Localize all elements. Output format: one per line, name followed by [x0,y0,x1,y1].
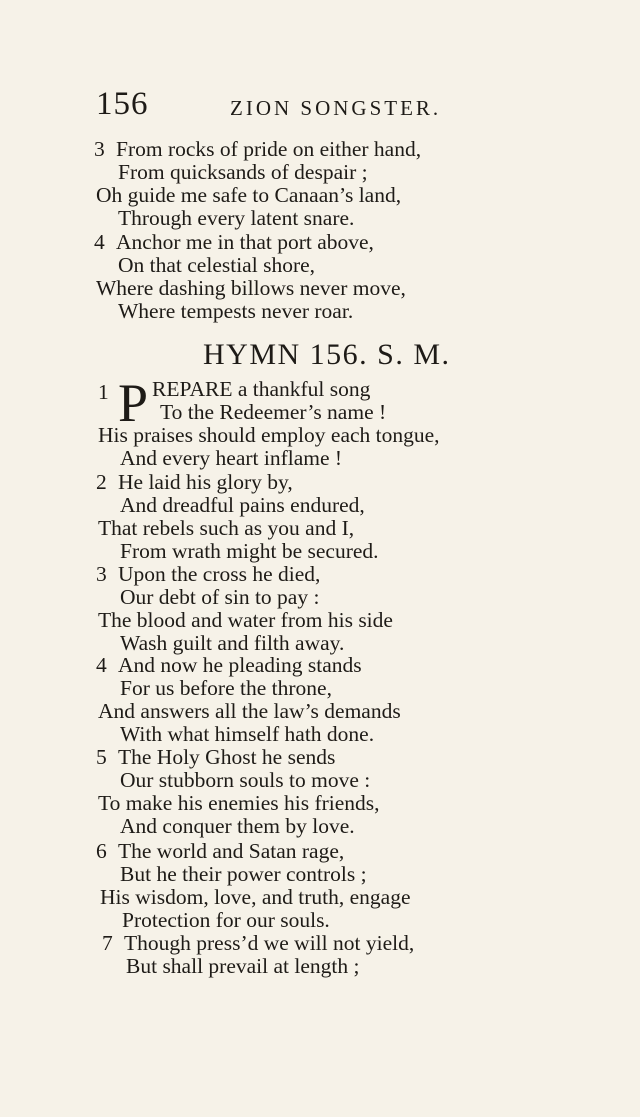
page-number: 156 [96,86,149,122]
stanza-number: 4 [96,653,107,677]
stanza-line-text: He laid his glory by, [118,470,293,494]
stanza-line-text: The Holy Ghost he sends [118,745,336,769]
running-title: ZION SONGSTER. [230,96,442,120]
stanza-line: To make his enemies his friends, [98,791,380,815]
stanza-line: Where dashing billows never move, [96,276,406,300]
stanza-line: With what himself hath done. [120,722,375,746]
stanza-line: The blood and water from his side [98,608,393,632]
stanza-line-text: Upon the cross he died, [118,562,321,586]
stanza-line: To the Redeemer’s name ! [160,400,387,424]
stanza-line: REPARE a thankful song [152,377,371,401]
stanza-line: Through every latent snare. [118,206,355,230]
stanza-line [102,932,414,955]
stanza-line [94,231,374,254]
stanza-number: 4 [94,230,105,254]
stanza-number: 3 [94,137,105,161]
stanza-number: 2 [96,470,107,494]
stanza-line-text: Though press’d we will not yield, [124,931,415,955]
stanza-number: 6 [96,839,107,863]
stanza-number: 3 [96,562,107,586]
stanza-line: But he their power controls ; [120,862,367,886]
stanza-line: From quicksands of despair ; [118,160,368,184]
stanza-number: 7 [102,931,113,955]
stanza-line-text: And now he pleading stands [118,653,362,677]
drop-cap: P [118,373,149,433]
stanza-line: Our debt of sin to pay : [120,585,320,609]
stanza-line: On that celestial shore, [118,253,316,277]
stanza-line: Where tempests never roar. [118,299,354,323]
stanza-line: And every heart inflame ! [120,446,343,470]
stanza-line: His praises should employ each tongue, [98,423,440,447]
stanza-line: Oh guide me safe to Canaan’s land, [96,183,402,207]
stanza-line [96,654,362,677]
stanza-line: And dreadful pains endured, [120,493,365,517]
stanza-line-text: The world and Satan rage, [118,839,345,863]
hymn-title: HYMN 156. S. M. [203,338,451,371]
stanza-line: Protection for our souls. [122,908,330,932]
stanza-line: His wisdom, love, and truth, engage [100,885,411,909]
stanza-number: 5 [96,745,107,769]
stanza-line [94,138,421,161]
stanza-line [96,563,320,586]
stanza-line: That rebels such as you and I, [98,516,355,540]
page-header [96,86,496,126]
stanza-line-text: Anchor me in that port above, [116,230,374,254]
stanza-line: From wrath might be secured. [120,539,379,563]
stanza-line: But shall prevail at length ; [126,954,360,978]
stanza-line: And answers all the law’s demands [98,699,401,723]
stanza-line: And conquer them by love. [120,814,355,838]
stanza-line: Wash guilt and filth away. [120,631,345,655]
stanza-line [96,471,293,494]
stanza-line [96,840,344,863]
stanza-line: Our stubborn souls to move : [120,768,371,792]
stanza-line [96,746,335,769]
stanza-line-text: From rocks of pride on either hand, [116,137,422,161]
stanza-line: For us before the throne, [120,676,332,700]
stanza-number: 1 [98,380,109,404]
